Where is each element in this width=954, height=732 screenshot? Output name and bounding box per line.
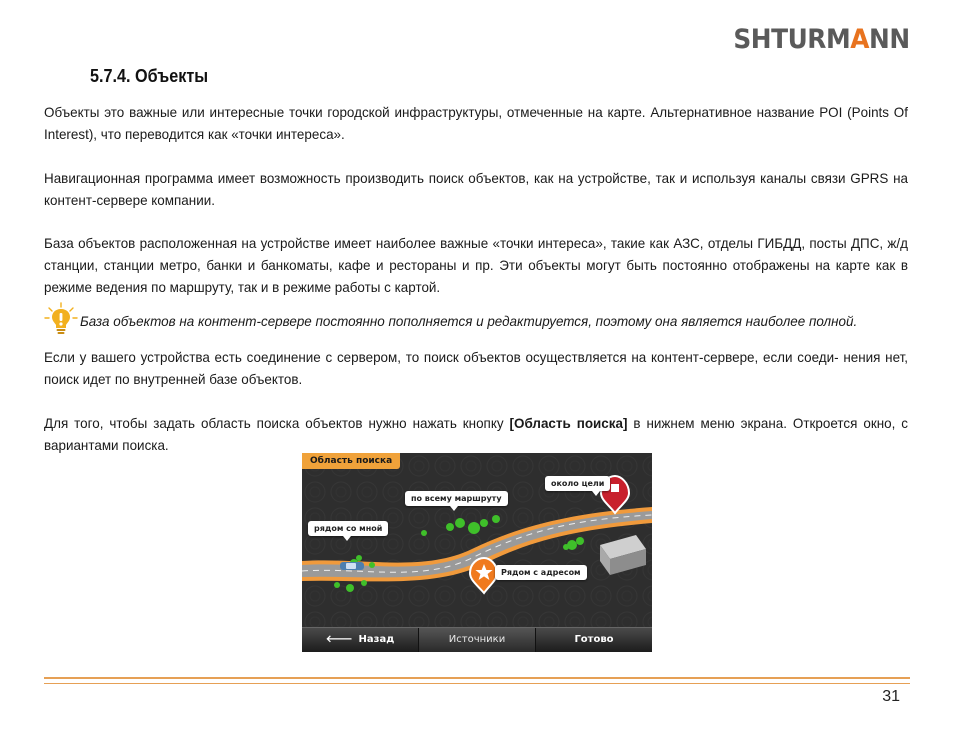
navigator-search-area-screen <box>302 453 652 652</box>
tip-note <box>44 308 924 334</box>
done-button-label: Готово <box>574 634 614 645</box>
arrow-left-icon: 🡐 <box>325 634 353 645</box>
callout-near-destination[interactable]: около цели <box>545 476 610 491</box>
search-area-tab: Область поиска <box>302 453 400 469</box>
back-button-label: Назад <box>358 634 395 645</box>
section-title: 5.7.4. Объекты <box>90 66 209 86</box>
paragraph-server-connection: Если у вашего устройства есть соединение с сервером, то поиск объектов осуществляется на контент-сервере, если соеди- нения нет, поиск идет по внутренней базе объектов. <box>44 349 908 387</box>
footer-rule <box>44 677 910 684</box>
instruction-text-end: в нижнем меню экрана. Откроется окно, с вариантами поиска. <box>44 415 909 453</box>
page-number: 31 <box>882 688 900 705</box>
paragraph-poi-definition: Объекты это важные или интересные точки городской инфраструктуры, отмеченные на карте. Альтернативное название POI (Points Of Interest), что переводится как «точки интереса». <box>44 104 908 142</box>
instruction-text-start: Для того, чтобы задать область поиска объектов нужно нажать кнопку <box>44 415 510 431</box>
done-button[interactable] <box>536 628 652 652</box>
callout-near-me[interactable]: рядом со мной <box>308 521 388 536</box>
shturmann-logo <box>734 24 910 55</box>
sources-button[interactable] <box>419 628 536 652</box>
callout-near-address[interactable]: Рядом с адресом <box>495 565 587 580</box>
logo-suffix: NN <box>869 24 910 55</box>
navigator-bottom-bar <box>302 627 652 652</box>
callout-along-route[interactable]: по всему маршруту <box>405 491 508 506</box>
lightbulb-icon <box>44 302 78 336</box>
paragraph-search-modes: Навигационная программа имеет возможность производить поиск объектов, как на устройстве, так и используя каналы связи GPRS на контент-сервере компании. <box>44 170 908 208</box>
paragraph-search-area-instruction <box>44 412 908 456</box>
tip-note-text: База объектов на контент-сервере постоянно пополняется и редактируется, поэтому она является наиболее полной. <box>80 313 858 329</box>
sources-button-label: Источники <box>448 634 506 645</box>
logo-prefix: SHTURM <box>733 24 851 55</box>
paragraph-device-database: База объектов расположенная на устройстве имеет наиболее важные «точки интереса», такие как АЗС, отделы ГИБДД, посты ДПС, ж/д станции, станции метро, банки и банкоматы, кафе и рестораны и пр. Эти объекты могут быть постоянно отображены на карте как в режиме ведения по маршруту, так и в режиме работы с картой. <box>44 235 908 295</box>
logo-accent: A <box>850 24 870 55</box>
back-button[interactable] <box>302 628 419 652</box>
car-position-icon <box>340 562 364 570</box>
search-area-button-reference: [Область поиска] <box>509 415 628 431</box>
